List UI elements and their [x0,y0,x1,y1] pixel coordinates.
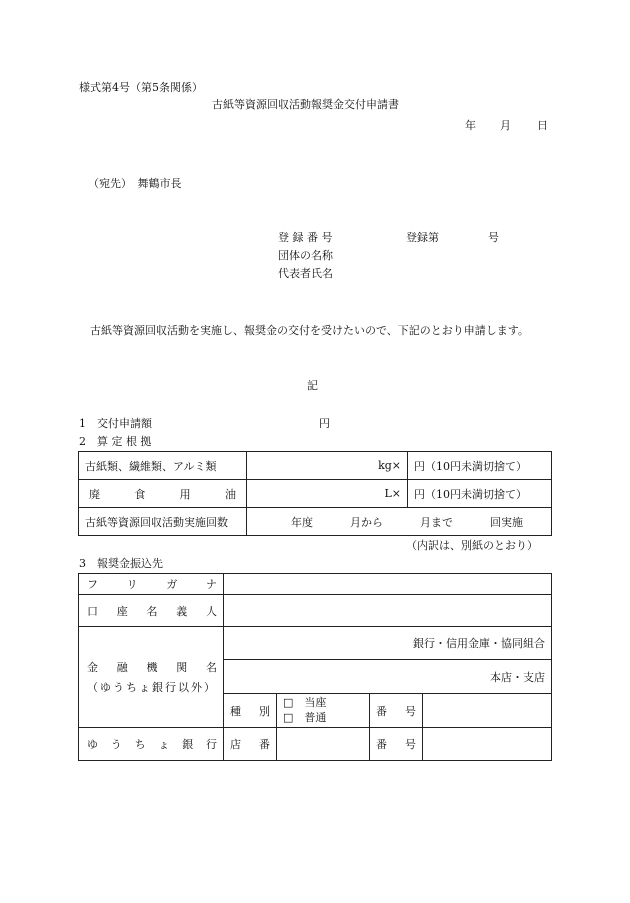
price-cell: 円（10円未満切捨て） [408,480,552,508]
bank-table [78,573,552,761]
date-year: 年 [465,119,476,132]
table-row [79,508,552,536]
store-number-label: 店 番 [224,728,277,761]
table-row [79,595,552,627]
yucho-number-label: 番 号 [370,728,423,761]
account-number-value [423,694,552,728]
ki-heading: 記 [307,379,318,392]
table-row [79,480,552,508]
account-kind-label: 種 別 [224,694,277,728]
table-row [79,574,552,595]
account-holder-value [224,595,552,627]
representative-name-label: 代表者氏名 [278,267,333,280]
bank-type-options: 銀行・信用金庫・協同組合 [224,627,552,660]
account-holder-label: 口 座 名 義 人 [79,595,224,627]
row-label: 古紙類、繊維類、アルミ類 [79,452,247,480]
month-to-label: 月まで [420,515,453,529]
breakdown-note: （内訳は、別紙のとおり） [406,539,538,552]
registration-number-label: 登 録 番 号 [278,231,333,244]
price-cell: 円（10円未満切捨て） [408,452,552,480]
group-name-label: 団体の名称 [278,249,333,262]
row-label: 古紙等資源回収活動実施回数 [79,508,247,536]
yucho-number-value [423,728,552,761]
financial-institution-label: 金 融 機 関 名 （ゆうちょ銀行以外） [79,627,224,728]
store-number-value [277,728,370,761]
activity-period-cell [247,508,552,536]
table-row [79,452,552,480]
section3-label: 3 報奨金振込先 [79,557,163,570]
document-title: 古紙等資源回収活動報奨金交付申請書 [212,98,399,111]
checkbox-current[interactable]: □ 当座 [283,696,327,710]
furigana-label: フ リ ガ ナ [79,574,224,595]
branch-type-options: 本店・支店 [224,660,552,694]
month-from-label: 月から [350,515,383,529]
calculation-table [78,451,552,536]
section1-label: 1 交付申請額 [79,417,152,430]
unit-cell: L× [247,480,408,508]
unit-cell: kg× [247,452,408,480]
application-statement: 古紙等資源回収活動を実施し、報奨金の交付を受けたいので、下記のとおり申請します。 [90,324,529,337]
form-number: 様式第4号（第5条関係） [79,81,203,94]
section2-label: 2 算 定 根 拠 [79,435,152,448]
registration-prefix: 登録第 [406,231,439,244]
table-row [79,728,552,761]
times-label: 回実施 [490,515,523,529]
date-day: 日 [537,119,548,132]
year-label: 年度 [291,515,313,529]
yucho-bank-label: ゆ う ち ょ 銀 行 [79,728,224,761]
furigana-value [224,574,552,595]
row-label: 廃 食 用 油 [79,480,247,508]
account-kind-options [277,694,370,728]
checkbox-ordinary[interactable]: □ 普通 [283,710,327,724]
account-number-label: 番 号 [370,694,423,728]
section1-unit: 円 [319,417,330,430]
table-row [79,627,552,660]
date-month: 月 [500,119,511,132]
registration-suffix: 号 [488,231,499,244]
addressee: （宛先） 舞鶴市長 [88,177,182,190]
